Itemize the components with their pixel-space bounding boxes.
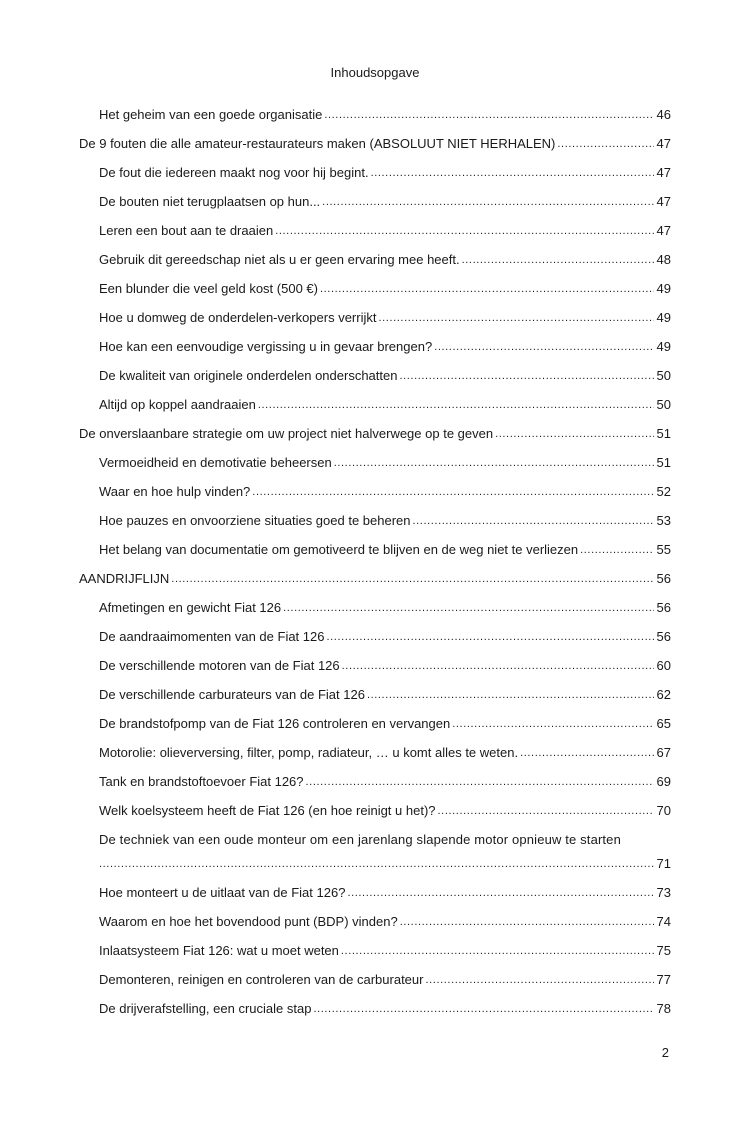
dot-leader — [371, 164, 654, 182]
toc-entry-page: 50 — [656, 368, 671, 383]
toc-entry-page: 50 — [656, 397, 671, 412]
dot-leader — [322, 193, 654, 211]
dot-leader — [452, 715, 654, 733]
toc-entry-page: 53 — [656, 513, 671, 528]
toc-entry-title: Motorolie: olieverversing, filter, pomp, radiateur, … u komt alles te weten. — [99, 745, 519, 760]
toc-entry[interactable] — [79, 873, 671, 902]
toc-entry-title: De bouten niet terugplaatsen op hun... — [99, 194, 321, 209]
toc-entry-title: De verschillende carburateurs van de Fiat 126 — [99, 687, 365, 702]
toc-entry-page: 52 — [656, 484, 671, 499]
toc-entry-page: 78 — [656, 1001, 671, 1016]
toc-entry[interactable] — [79, 960, 671, 989]
toc-entry[interactable] — [79, 762, 671, 791]
toc-entry-page: 56 — [656, 600, 671, 615]
toc-entry-title: Vermoeidheid en demotivatie beheersen — [99, 455, 332, 470]
dot-leader — [400, 913, 654, 931]
dot-leader — [462, 251, 654, 269]
dot-leader — [320, 280, 654, 298]
dot-leader — [326, 628, 654, 646]
toc-entry-page: 73 — [656, 885, 671, 900]
dot-leader — [378, 309, 654, 327]
toc-entry-title: Hoe monteert u de uitlaat van de Fiat 126? — [99, 885, 346, 900]
dot-leader — [367, 686, 654, 704]
toc-entry-title: Welk koelsysteem heeft de Fiat 126 (en hoe reinigt u het)? — [99, 803, 436, 818]
toc-entry[interactable] — [79, 791, 671, 820]
toc-entry-page: 47 — [656, 223, 671, 238]
dot-leader — [413, 512, 655, 530]
dot-leader — [306, 773, 654, 791]
page-number: 2 — [661, 1045, 669, 1060]
toc-entry-title: Het belang van documentatie om gemotiveerd te blijven en de weg niet te verliezen — [99, 542, 579, 557]
dot-leader — [324, 106, 654, 124]
dot-leader — [580, 541, 654, 559]
toc-entry[interactable] — [79, 530, 671, 559]
toc-entry[interactable] — [79, 269, 671, 298]
toc-entry-title: Inlaatsysteem Fiat 126: wat u moet weten — [99, 943, 339, 958]
dot-leader — [334, 454, 654, 472]
toc-entry[interactable] — [79, 124, 671, 153]
toc-entry-title: Hoe kan een eenvoudige vergissing u in gevaar brengen? — [99, 339, 433, 354]
toc-entry-title: Gebruik dit gereedschap niet als u er geen ervaring mee heeft. — [99, 252, 460, 267]
toc-entry[interactable] — [79, 559, 671, 588]
toc-entry[interactable] — [79, 704, 671, 733]
dot-leader — [171, 570, 654, 588]
toc-entry-title: Hoe u domweg de onderdelen-verkopers verrijkt — [99, 310, 377, 325]
toc-entry-title: De drijverafstelling, een cruciale stap — [99, 1001, 312, 1016]
dot-leader — [495, 425, 654, 443]
toc-entry[interactable] — [79, 356, 671, 385]
dot-leader — [434, 338, 654, 356]
toc-entry[interactable] — [79, 182, 671, 211]
toc-entry-page: 49 — [656, 281, 671, 296]
toc-entry-title: De onverslaanbare strategie om uw project niet halverwege op te geven — [79, 426, 494, 441]
toc-entry[interactable] — [79, 327, 671, 356]
toc-entry[interactable] — [79, 617, 671, 646]
toc-entry-leader-line — [99, 849, 671, 873]
dot-leader — [347, 884, 654, 902]
toc-entry-title: De fout die iedereen maakt nog voor hij begint. — [99, 165, 369, 180]
toc-entry-title: De 9 fouten die alle amateur-restaurateurs maken (ABSOLUUT NIET HERHALEN) — [79, 136, 556, 151]
toc-entry[interactable] — [79, 153, 671, 182]
toc-entry-title: De brandstofpomp van de Fiat 126 controleren en vervangen — [99, 716, 451, 731]
toc-entry-page: 70 — [656, 803, 671, 818]
dot-leader — [258, 396, 654, 414]
toc-entry[interactable] — [79, 95, 671, 124]
toc-entry-title: De verschillende motoren van de Fiat 126 — [99, 658, 340, 673]
toc-entry-page: 69 — [656, 774, 671, 789]
toc-entry-page: 62 — [656, 687, 671, 702]
toc-entry-page: 60 — [656, 658, 671, 673]
page-title: Inhoudsopgave — [330, 65, 420, 80]
toc-entry-title: Waar en hoe hulp vinden? — [99, 484, 251, 499]
toc-entry[interactable] — [79, 385, 671, 414]
toc-entry-page: 56 — [656, 629, 671, 644]
toc-entry-title: De kwaliteit van originele onderdelen onderschatten — [99, 368, 398, 383]
toc-entry-page: 55 — [656, 542, 671, 557]
toc-entry-page: 51 — [656, 455, 671, 470]
toc-entry-page: 51 — [656, 426, 671, 441]
toc-entry-title: Het geheim van een goede organisatie — [99, 107, 323, 122]
toc-entry-title: Een blunder die veel geld kost (500 €) — [99, 281, 318, 296]
toc-entry[interactable] — [79, 902, 671, 931]
toc-entry[interactable] — [79, 989, 671, 1018]
toc-entry[interactable] — [79, 240, 671, 269]
toc-entry-page: 47 — [656, 194, 671, 209]
dot-leader — [313, 1000, 654, 1018]
toc-entry-title: De techniek van een oude monteur om een jarenlang slapende motor opnieuw te starten — [99, 832, 621, 847]
toc-entry-page: 47 — [656, 136, 671, 151]
toc-entry-title: Altijd op koppel aandraaien — [99, 397, 256, 412]
dot-leader — [425, 971, 654, 989]
toc-entry-title: De aandraaimomenten van de Fiat 126 — [99, 629, 325, 644]
toc-entry-page: 65 — [656, 716, 671, 731]
toc-entry-page: 71 — [656, 856, 671, 871]
toc-entry-page: 77 — [656, 972, 671, 987]
toc-entry-page: 75 — [656, 943, 671, 958]
dot-leader — [342, 657, 654, 675]
toc-entry-page: 49 — [656, 339, 671, 354]
dot-leader — [283, 599, 654, 617]
dot-leader — [520, 744, 654, 762]
toc-entry[interactable] — [79, 646, 671, 675]
toc-entry[interactable] — [79, 588, 671, 617]
toc-entry[interactable] — [79, 931, 671, 960]
table-of-contents — [79, 95, 671, 1018]
toc-entry-page: 49 — [656, 310, 671, 325]
toc-entry-page: 47 — [656, 165, 671, 180]
dot-leader — [252, 483, 654, 501]
toc-entry[interactable] — [79, 733, 671, 762]
toc-entry[interactable] — [79, 501, 671, 530]
toc-entry-title: Afmetingen en gewicht Fiat 126 — [99, 600, 282, 615]
dot-leader — [99, 855, 654, 873]
toc-entry[interactable] — [79, 675, 671, 704]
toc-entry[interactable] — [79, 820, 671, 873]
toc-entry-title: Hoe pauzes en onvoorziene situaties goed te beheren — [99, 513, 411, 528]
toc-entry-page: 46 — [656, 107, 671, 122]
dot-leader — [557, 135, 654, 153]
toc-entry[interactable] — [79, 414, 671, 443]
toc-entry[interactable] — [79, 443, 671, 472]
dot-leader — [438, 802, 654, 820]
toc-entry-page: 48 — [656, 252, 671, 267]
toc-entry-title: Leren een bout aan te draaien — [99, 223, 274, 238]
toc-entry-title: Tank en brandstoftoevoer Fiat 126? — [99, 774, 304, 789]
toc-entry-page: 67 — [656, 745, 671, 760]
toc-entry-page: 74 — [656, 914, 671, 929]
dot-leader — [399, 367, 654, 385]
toc-entry[interactable] — [79, 211, 671, 240]
toc-entry-title: Waarom en hoe het bovendood punt (BDP) vinden? — [99, 914, 398, 929]
toc-entry-title: AANDRIJFLIJN — [79, 571, 170, 586]
toc-entry[interactable] — [79, 298, 671, 327]
dot-leader — [341, 942, 654, 960]
toc-entry[interactable] — [79, 472, 671, 501]
toc-entry-page: 56 — [656, 571, 671, 586]
toc-entry-title: Demonteren, reinigen en controleren van de carburateur — [99, 972, 424, 987]
dot-leader — [275, 222, 654, 240]
